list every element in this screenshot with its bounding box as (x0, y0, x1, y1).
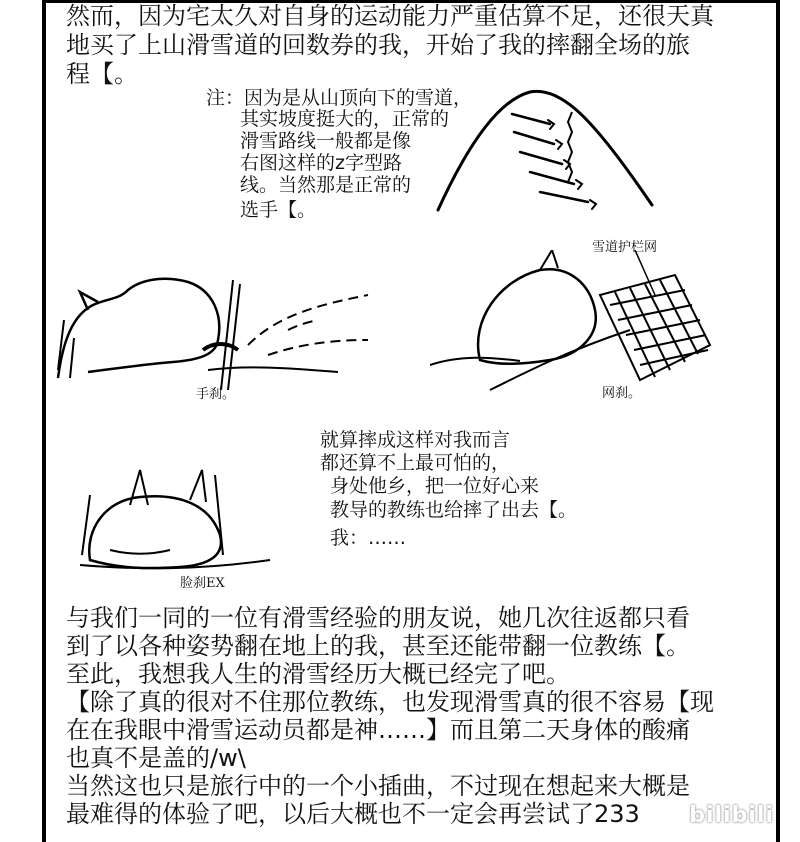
middle-text-line-5: 我：…… (330, 527, 407, 549)
top-paragraph-line-3: 程【。 (66, 60, 138, 88)
top-paragraph-line-1: 然而，因为宅太久对自身的运动能力严重估算不足，还很天真 (66, 2, 714, 30)
middle-text-line-3: 身处他乡，把一位好心来 (330, 475, 540, 497)
bottom-paragraph-line-2: 到了以各种姿势翻在地上的我，甚至还能带翻一位教练【。 (66, 632, 690, 660)
face-brake-label: 脸刹EX (180, 576, 225, 591)
net-label: 雪道护栏网 (592, 240, 658, 255)
face-brake-sketch (70, 465, 280, 575)
bottom-paragraph-line-8: 最难得的体验了吧，以后大概也不一定会再尝试了233 (66, 800, 640, 828)
middle-text-line-2: 都还算不上最可怕的， (320, 452, 511, 474)
note-line-6: 选手【。 (240, 199, 317, 221)
net-brake-label: 网刹。 (602, 386, 642, 401)
bottom-paragraph-line-1: 与我们一同的一位有滑雪经验的朋友说，她几次往返都只看 (66, 604, 690, 632)
note-line-5: 线。当然那是正常的 (240, 174, 412, 196)
hand-brake-label: 手刹。 (196, 387, 236, 402)
middle-text-line-1: 就算摔成这样对我而言 (320, 429, 511, 451)
middle-text-line-4: 教导的教练也给摔了出去【。 (330, 499, 578, 521)
note-line-4: 右图这样的z字型路 (240, 152, 402, 174)
bottom-paragraph-line-4: 【除了真的很对不住那位教练，也发现滑雪真的很不容易【现 (66, 688, 714, 716)
note-line-1: 注：因为是从山顶向下的雪道， (206, 87, 473, 109)
bottom-paragraph-line-6: 也真不是盖的/w\ (66, 744, 246, 772)
bottom-paragraph-line-3: 至此，我想我人生的滑雪经历大概已经完了吧。 (66, 660, 570, 688)
net-brake-sketch (430, 250, 730, 400)
hand-brake-sketch (48, 260, 393, 390)
watermark-logo: bilibili (689, 803, 774, 828)
bottom-paragraph-line-7: 当然这也只是旅行中的一个小插曲，不过现在想起来大概是 (66, 772, 690, 800)
note-line-3: 滑雪路线一般都是像 (240, 130, 412, 152)
net-grid (600, 275, 710, 380)
top-paragraph-line-2: 地买了上山滑雪道的回数券的我，开始了我的摔翻全场的旅 (66, 31, 690, 59)
note-line-2: 其实坡度挺大的，正常的 (240, 108, 450, 130)
mountain-zigzag-sketch (430, 80, 660, 220)
bottom-paragraph-line-5: 在在我眼中滑雪运动员都是神……】而且第二天身体的酸痛 (66, 716, 690, 744)
